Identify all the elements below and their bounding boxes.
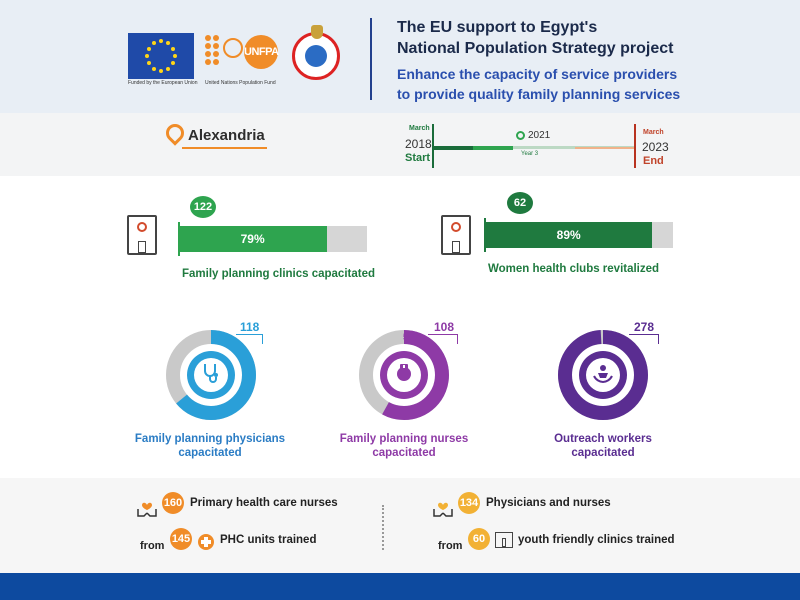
- clinic-icon: [495, 532, 513, 548]
- physicians-label: [120, 432, 300, 460]
- ministry-of-health-seal: [292, 32, 340, 80]
- clinics-bar-axis: [178, 222, 180, 256]
- physicians-leader-line: [236, 334, 263, 335]
- physicians-leader-tick: [262, 334, 263, 344]
- nurses-label-line2: capacitated: [372, 447, 436, 459]
- phc-units-count: 145: [170, 528, 192, 550]
- phc-units-text: PHC units trained: [220, 534, 317, 546]
- family-care-icon: [591, 361, 615, 385]
- footer-band: [0, 573, 800, 600]
- end-label: End: [643, 155, 664, 167]
- timeline-band: [0, 113, 800, 176]
- physicians-nurses-text: Physicians and nurses: [486, 497, 611, 509]
- outreach-label-line2: capacitated: [571, 447, 635, 459]
- clinics-bar-track: [178, 226, 367, 252]
- physicians-nurses-count: 134: [458, 492, 480, 514]
- clubs-count-bubble: 62: [507, 192, 533, 214]
- year3-marker-icon: [516, 131, 525, 140]
- clinic-building-icon: [127, 215, 157, 255]
- clubs-label: Women health clubs revitalized: [488, 263, 660, 275]
- clubs-bar-track: [485, 222, 673, 248]
- phc-nurses-count: 160: [162, 492, 184, 514]
- phc-nurses-text: Primary health care nurses: [190, 497, 338, 509]
- counters-divider: [382, 505, 384, 550]
- physicians-label-line2: capacitated: [178, 447, 242, 459]
- physicians-percent: 64%: [212, 332, 231, 342]
- counters-band: [0, 478, 800, 573]
- start-month: March: [409, 125, 430, 132]
- clinics-count-bubble: 122: [190, 196, 216, 218]
- nurses-leader-line: [428, 334, 458, 335]
- outreach-leader-tick: [658, 334, 659, 344]
- subtitle-line-1: Enhance the capacity of service providers: [397, 66, 678, 82]
- stethoscope-icon: [199, 361, 223, 385]
- outreach-percent: 99%: [604, 332, 623, 342]
- un-globe-icon: [223, 38, 243, 58]
- physicians-label-line1: Family planning physicians: [134, 433, 286, 445]
- timeline-final-segment: [575, 147, 634, 149]
- clinics-bar-fill: 79%: [178, 226, 327, 252]
- timeline-end-marker: [634, 124, 636, 168]
- from-text-right: from: [438, 540, 463, 552]
- start-year: 2018: [405, 137, 432, 151]
- eu-caption: Funded by the European Union: [128, 80, 198, 86]
- medical-cross-icon: [198, 534, 214, 550]
- clubs-bar-axis: [484, 218, 486, 252]
- subtitle-line-2: to provide quality family planning services: [397, 86, 681, 102]
- nurses-label: [314, 432, 494, 460]
- physicians-count: 118: [240, 320, 260, 334]
- unfpa-logo: UNFPA: [244, 35, 278, 69]
- outreach-label: [513, 432, 693, 460]
- caring-hands-icon: [137, 500, 157, 518]
- end-month: March: [643, 129, 664, 136]
- youth-clinics-count: 60: [468, 528, 490, 550]
- location-underline: [182, 147, 267, 149]
- outreach-leader-line: [629, 334, 659, 335]
- title-line-1: The EU support to Egypt's: [397, 19, 598, 36]
- from-text-left: from: [140, 540, 165, 552]
- end-year: 2023: [642, 140, 669, 154]
- youth-clinics-text: youth friendly clinics trained: [518, 534, 675, 546]
- outreach-label-line1: Outreach workers: [554, 433, 652, 445]
- title-line-2: National Population Strategy project: [397, 40, 674, 57]
- outreach-count: 278: [634, 320, 655, 334]
- health-club-building-icon: [441, 215, 471, 255]
- clubs-bar-fill: 89%: [485, 222, 652, 248]
- location-name: Alexandria: [188, 127, 265, 144]
- nurses-count: 108: [434, 320, 455, 334]
- nurses-percent: 58%: [403, 332, 422, 342]
- start-label: Start: [405, 152, 431, 164]
- nurses-leader-tick: [457, 334, 458, 344]
- header-divider: [370, 18, 372, 100]
- mid-year: 2021: [528, 130, 551, 141]
- nurses-label-line1: Family planning nurses: [339, 433, 469, 445]
- eu-flag-logo: [128, 33, 194, 79]
- mid-label: Year 3: [521, 151, 539, 157]
- timeline-year3-segment: [473, 146, 513, 150]
- nurse-icon: [392, 361, 416, 385]
- un-caption: United Nations Population Fund: [205, 80, 276, 86]
- caring-hands-icon: [433, 500, 453, 518]
- clinics-label: Family planning clinics capacitated: [182, 268, 376, 280]
